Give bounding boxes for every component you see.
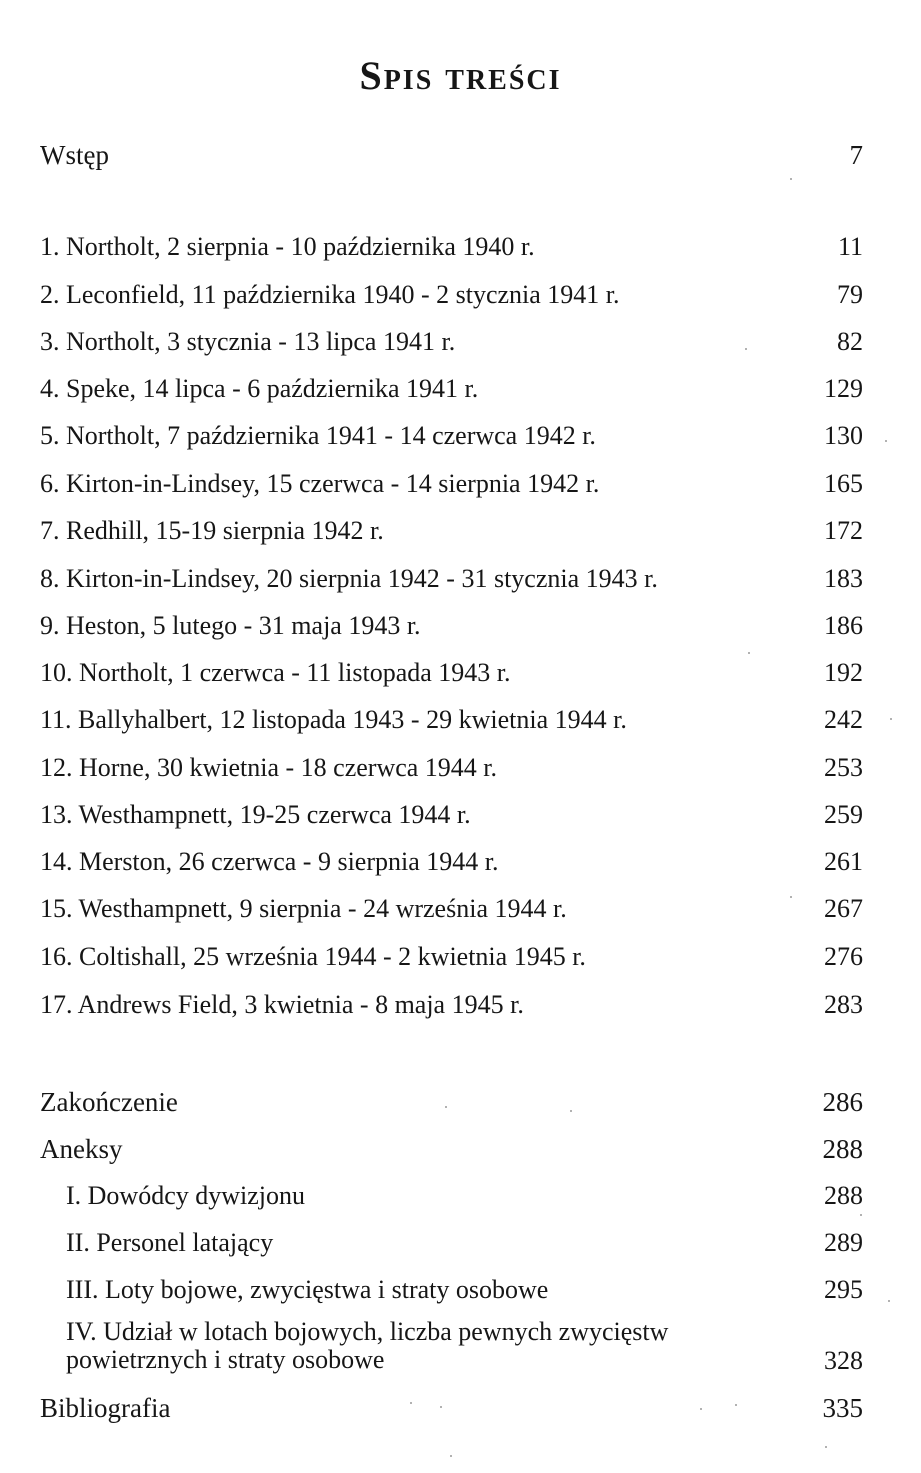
- toc-entry-label: Bibliografia: [40, 1393, 171, 1423]
- toc-entry-label: 11. Ballyhalbert, 12 listopada 1943 - 29 kwietnia 1944 r.: [40, 705, 627, 734]
- toc-entry-page: 165: [824, 469, 863, 498]
- toc-entry-page: 286: [822, 1087, 863, 1117]
- scan-speck: [450, 1455, 452, 1457]
- toc-entry-label: Wstęp: [40, 140, 109, 170]
- toc-entry-page: 288: [822, 1134, 863, 1164]
- toc-entry-page: 288: [824, 1181, 863, 1210]
- toc-entry-label: Zakończenie: [40, 1087, 178, 1117]
- toc-entry-label: I. Dowódcy dywizjonu: [66, 1181, 306, 1210]
- toc-entry-page: 79: [837, 280, 863, 309]
- scan-speck: [700, 1408, 702, 1410]
- toc-entry-label: 14. Merston, 26 czerwca - 9 sierpnia 1944 r.: [40, 847, 499, 876]
- toc-entry-label: 10. Northolt, 1 czerwca - 11 listopada 1943 r.: [40, 658, 511, 687]
- toc-entry-page: 82: [837, 327, 863, 356]
- scan-speck: [860, 1214, 862, 1216]
- toc-entry-page: 328: [824, 1346, 863, 1375]
- toc-entry-label: 5. Northolt, 7 października 1941 - 14 czerwca 1942 r.: [40, 421, 596, 450]
- scan-speck: [440, 1406, 442, 1408]
- toc-entry-page: 289: [824, 1228, 863, 1257]
- toc-entry-label: 8. Kirton-in-Lindsey, 20 sierpnia 1942 - 31 stycznia 1943 r.: [40, 564, 658, 593]
- toc-entry-page: 130: [824, 421, 863, 450]
- toc-entry-page: 183: [824, 564, 863, 593]
- toc-entry-label: II. Personel latający: [66, 1228, 274, 1257]
- toc-entry-label: 4. Speke, 14 lipca - 6 października 1941 r.: [40, 374, 479, 403]
- toc-entry-page: 261: [824, 847, 863, 876]
- toc-entry-label: III. Loty bojowe, zwycięstwa i straty osobowe: [66, 1275, 549, 1304]
- toc-entry-label: 9. Heston, 5 lutego - 31 maja 1943 r.: [40, 611, 421, 640]
- toc-entry-label: 2. Leconfield, 11 października 1940 - 2 stycznia 1941 r.: [40, 280, 620, 309]
- toc-entry-label: 1. Northolt, 2 sierpnia - 10 października 1940 r.: [40, 232, 535, 261]
- scan-speck: [888, 1300, 890, 1302]
- toc-entry-label: 15. Westhampnett, 9 sierpnia - 24 września 1944 r.: [40, 894, 567, 923]
- toc-entry-page: 335: [822, 1393, 863, 1423]
- toc-entry-label: 12. Horne, 30 kwietnia - 18 czerwca 1944 r.: [40, 753, 498, 782]
- scan-speck: [445, 1106, 447, 1108]
- toc-entry-page: 172: [824, 516, 863, 545]
- scan-speck: [745, 348, 747, 350]
- scan-speck: [790, 896, 792, 898]
- toc-entry-page: 7: [849, 140, 863, 170]
- scan-speck: [885, 440, 887, 442]
- toc-entry-label: 13. Westhampnett, 19-25 czerwca 1944 r.: [40, 800, 471, 829]
- scan-speck: [790, 178, 792, 180]
- toc-entry-label: Aneksy: [40, 1134, 123, 1164]
- toc-entry-page: 283: [824, 990, 863, 1019]
- scan-speck: [410, 1402, 412, 1404]
- page-title: Spis treści: [359, 53, 562, 98]
- toc-entry-page: 259: [824, 800, 863, 829]
- scan-speck: [748, 652, 750, 654]
- toc-entry-label: 17. Andrews Field, 3 kwietnia - 8 maja 1945 r.: [40, 990, 524, 1019]
- toc-entry-page: 295: [824, 1275, 863, 1304]
- toc-entry-page: 267: [824, 894, 863, 923]
- toc-entry-label: 3. Northolt, 3 stycznia - 13 lipca 1941 r.: [40, 327, 456, 356]
- scan-speck: [735, 1404, 737, 1406]
- toc-entry-page: 11: [837, 232, 863, 261]
- toc-entry-label: 7. Redhill, 15-19 sierpnia 1942 r.: [40, 516, 384, 545]
- scan-speck: [570, 1110, 572, 1112]
- scan-speck: [825, 1446, 827, 1448]
- toc-entry-label: 6. Kirton-in-Lindsey, 15 czerwca - 14 sierpnia 1942 r.: [40, 469, 600, 498]
- toc-entry-label: 16. Coltishall, 25 września 1944 - 2 kwietnia 1945 r.: [40, 942, 586, 971]
- toc-entry-page: 129: [824, 374, 863, 403]
- toc-entry-page: 186: [824, 611, 863, 640]
- toc-entry-label: IV. Udział w lotach bojowych, liczba pewnych zwycięstw powietrznych i straty osobowe: [66, 1317, 669, 1374]
- toc-entry-page: 276: [824, 942, 863, 971]
- toc-entry-page: 253: [824, 753, 863, 782]
- toc-entry-page: 242: [824, 705, 863, 734]
- scan-speck: [890, 718, 892, 720]
- toc-entry-page: 192: [824, 658, 863, 687]
